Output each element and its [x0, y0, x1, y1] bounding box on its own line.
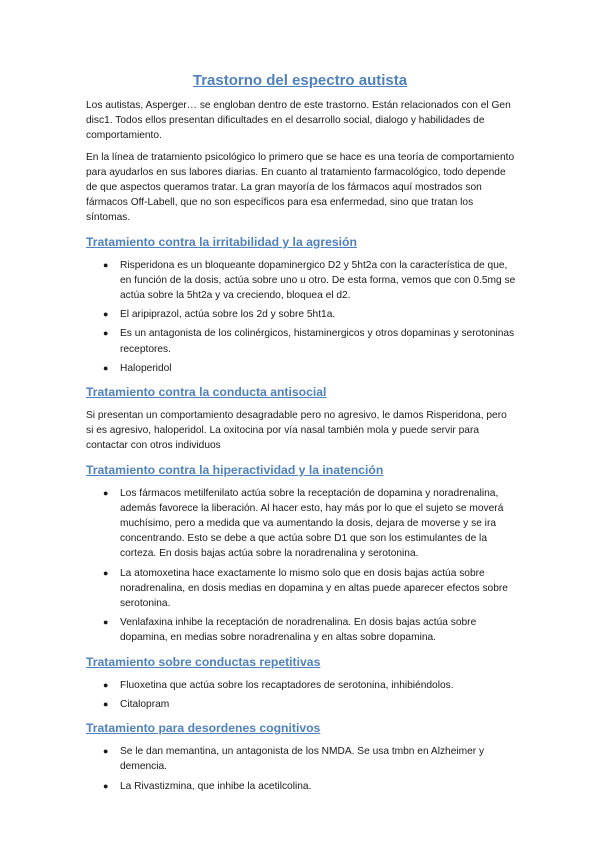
list-irritability — [86, 258, 516, 376]
bullet-icon: ● — [103, 679, 109, 690]
bullet-icon: ● — [103, 328, 109, 339]
list-item: ● Risperidona es un bloqueante dopaminergico D2 y 5ht2a con la característica de que, en función de la dosis, actúa sobre uno u otro. De esta forma, vemos que con 0.5mg se actúa sobre la 5ht2a y va creciendo, bloquea el d2. — [103, 259, 516, 302]
page-title: Trastorno del espectro autista — [192, 72, 408, 89]
list-item: ● La Rivastizmina, que inhibe la acetilcolina. — [120, 779, 516, 794]
document-body — [86, 98, 516, 798]
list-item: ● Los fármacos metilfenilato actúa sobre la receptación de dopamina y noradrenalina, además favorece la liberación. Al hacer esto, hay más por lo que el sujeto se moverá muchísimo, pero a medida que va aumentando la dosis, dejara de moverse y se ira concentrando. Esto se debe a que actúa sobre D1 que son los estimulantes de la corteza. En dosis bajas actúa sobre la noradrenalina y serotonina. — [103, 487, 504, 560]
bullet-icon: ● — [103, 746, 109, 757]
list-item: ● Haloperidol — [120, 361, 516, 376]
antisocial-paragraph: Si presentan un comportamiento desagradable pero no agresivo, le damos Risperidona, pero si es agresivo, haloperidol. La oxitocina por vía nasal también mola y puede servir para contactar con otros individuos — [86, 410, 507, 452]
section-heading-irritability: Tratamiento contra la irritabilidad y la agresión — [86, 234, 357, 249]
bullet-icon: ● — [103, 487, 109, 498]
intro-paragraph-1: Los autistas, Asperger… se engloban dentro de este trastorno. Están relacionados con el Gen disc1. Todos ellos presentan dificultades en el desarrollo social, dialogo y habilidades de comportamiento. — [86, 100, 511, 142]
bullet-icon: ● — [103, 567, 109, 578]
intro-paragraph-2: En la línea de tratamiento psicológico lo primero que se hace es una teoría de comportamiento para ayudarlos en sus labores diarias. En cuanto al tratamiento farmacológico, todo depende de que aspectos queramos tratar. La gran mayoría de los fármacos aquí mostrados son fármacos Off-Labell, que no son específicos para esa enfermedad, sino que tratan los síntomas. — [86, 151, 515, 224]
bullet-icon: ● — [103, 309, 109, 320]
section-heading-repetitive: Tratamiento sobre conductas repetitivas — [86, 654, 321, 669]
list-item: ● Es un antagonista de los colinérgicos, histaminergicos y otros dopaminas y serotoninas receptores. — [103, 328, 515, 355]
list-hyperactivity — [86, 486, 516, 646]
list-repetitive — [86, 678, 516, 712]
bullet-icon: ● — [103, 362, 109, 373]
bullet-icon: ● — [103, 617, 109, 628]
bullet-icon: ● — [103, 698, 109, 709]
list-item: ● El aripiprazol, actúa sobre los 2d y sobre 5ht1a. — [120, 307, 516, 322]
section-heading-antisocial: Tratamiento contra la conducta antisocial — [86, 385, 327, 400]
list-item: ● Se le dan memantina, un antagonista de los NMDA. Se usa tmbn en Alzheimer y demencia. — [103, 746, 485, 773]
list-cognitive — [86, 744, 516, 794]
section-heading-cognitive: Tratamiento para desordenes cognitivos — [86, 721, 321, 736]
bullet-icon: ● — [103, 259, 109, 270]
list-item: ● Citalopram — [120, 697, 516, 712]
list-item: ● La atomoxetina hace exactamente lo mismo solo que en dosis bajas actúa sobre noradrenalina, en dosis medias en dopamina y en altas puede aparecer efectos sobre serotonina. — [103, 567, 508, 610]
section-heading-hyperactivity: Tratamiento contra la hiperactividad y la inatención — [86, 462, 384, 477]
bullet-icon: ● — [103, 780, 109, 791]
list-item: ● Venlafaxina inhibe la receptación de noradrenalina. En dosis bajas actúa sobre dopamina, en medias sobre noradrenalina y en altas sobre dopamina. — [103, 617, 477, 644]
list-item: ● Fluoxetina que actúa sobre los recaptadores de serotonina, inhibiéndolos. — [120, 678, 516, 693]
